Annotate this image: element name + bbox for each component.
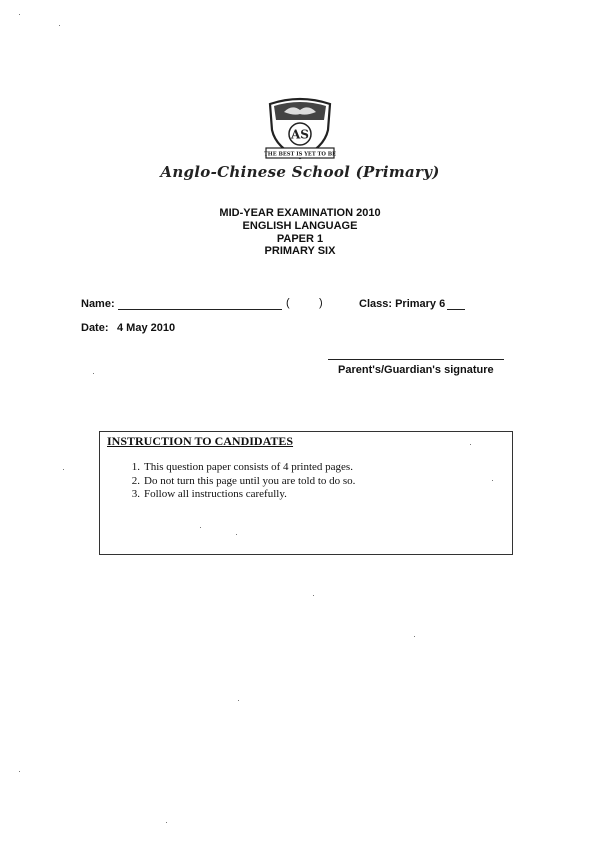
index-paren-open: ( [286, 297, 290, 309]
scan-speck [63, 469, 64, 470]
school-crest-logo [262, 90, 338, 166]
scan-speck [236, 534, 237, 535]
scan-speck [19, 771, 20, 772]
instruction-item [120, 488, 355, 502]
instruction-text: Follow all instructions carefully. [144, 488, 287, 500]
level-title: PRIMARY SIX [264, 245, 336, 257]
class-label: Class: Primary 6 [359, 298, 446, 310]
paper-title: PAPER 1 [276, 233, 324, 245]
crest-initials: AS [291, 127, 309, 142]
subject-title: ENGLISH LANGUAGE [242, 220, 358, 232]
instruction-number: 3. [131, 488, 140, 500]
scan-speck [313, 595, 314, 596]
school-name: Anglo-Chinese School (Primary) [160, 163, 440, 181]
scan-speck [470, 444, 471, 445]
scan-speck [492, 480, 493, 481]
instruction-item [120, 475, 355, 489]
scan-speck [19, 14, 20, 15]
signature-line[interactable] [328, 359, 504, 360]
scan-speck [414, 636, 415, 637]
scan-speck [93, 373, 94, 374]
index-paren-close: ) [319, 297, 323, 309]
instruction-number: 2. [131, 474, 140, 487]
date-value: 4 May 2010 [117, 322, 176, 334]
class-field-line[interactable] [447, 309, 465, 310]
instruction-number: 1. [131, 461, 140, 473]
crest-motto: THE BEST IS YET TO BE [263, 151, 337, 158]
scan-speck [238, 700, 239, 701]
instruction-text: Do not turn this page until you are told to do so. [144, 474, 356, 487]
scan-speck [166, 822, 167, 823]
name-label: Name: [81, 298, 115, 310]
instructions-list [120, 461, 355, 502]
instruction-text: This question paper consists of 4 printed pages. [144, 461, 353, 473]
instruction-item [120, 461, 355, 475]
exam-title: MID-YEAR EXAMINATION 2010 [219, 207, 381, 219]
scan-speck [59, 25, 60, 26]
signature-label: Parent's/Guardian's signature [338, 364, 494, 376]
date-label: Date: [81, 322, 109, 334]
name-field-line[interactable] [118, 309, 282, 310]
instructions-title: INSTRUCTION TO CANDIDATES [107, 434, 294, 448]
scan-speck [200, 527, 201, 528]
